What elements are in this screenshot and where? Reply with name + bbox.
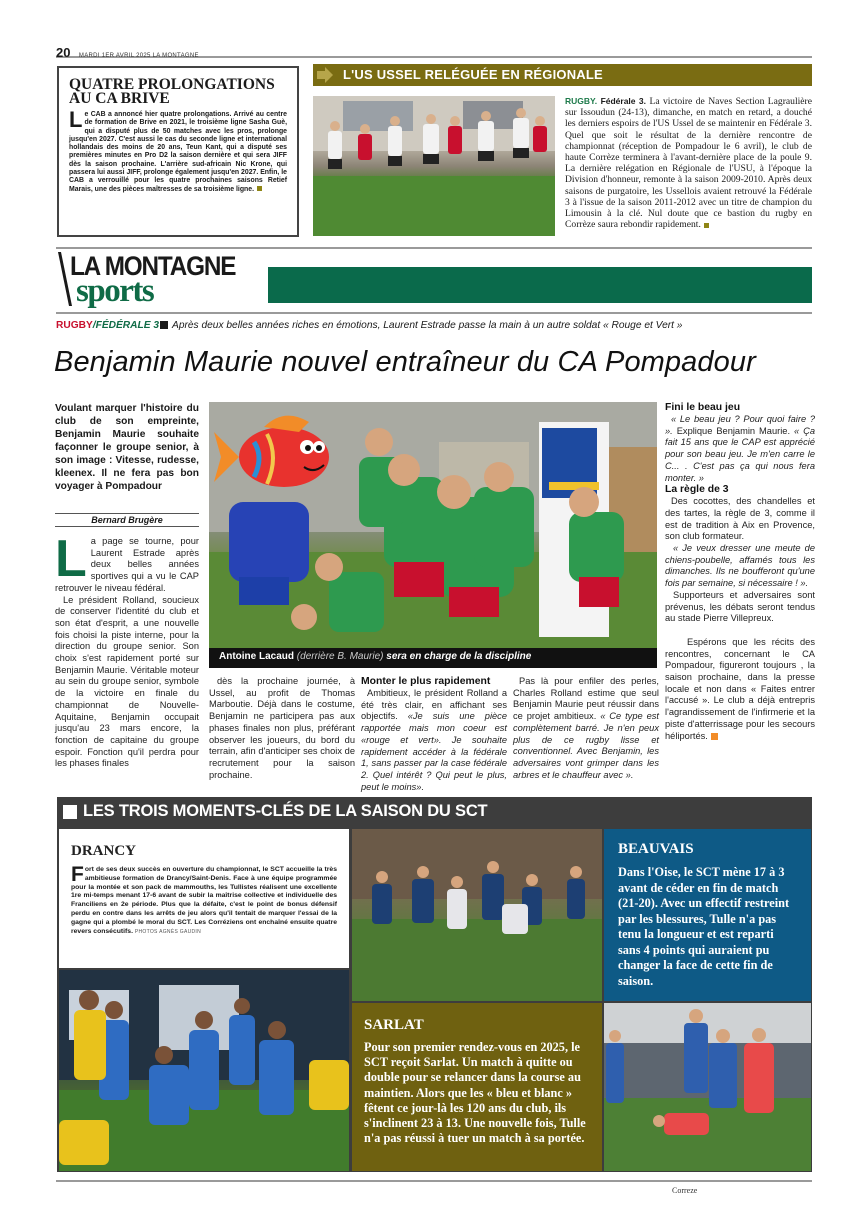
- article-paragraph: Ambitieux, le président Rolland a été très clair, en affichant ses objectifs. «Je suis une pièce rapportée mais mon coeur est «rouge et vert». Je souhaite rapidement accéder à la fédérale 1, sans passer par la case fédérale 2. Quel intérêt ? Qui peut le plus, peut le moins».: [361, 688, 507, 792]
- drancy-match-photo: [352, 829, 602, 1001]
- brive-brief: [57, 66, 299, 237]
- kicker-sport: RUGBY: [56, 320, 93, 331]
- ussel-banner: [313, 64, 812, 86]
- article-kicker: [56, 320, 816, 331]
- sarlat-body: Pour son premier rendez-vous en 2025, le SCT reçoit Sarlat. Un match à quitte ou double pour se relancer dans la course au maintien. Alors que les « bleu et blanc » fêtent ce jour-là les 120 ans du club, ils s'inclinent 23 à 13. Une nouvelle fois, Tulle n'a pas réussi à tuer un match à sa portée.: [364, 1040, 586, 1146]
- article-headline: Benjamin Maurie nouvel entraîneur du CA Pompadour: [54, 346, 756, 378]
- article-column-1: La page se tourne, pour Laurent Estrade après deux belles années sportives qui a vu le CAP retrouver le niveau fédéral. Le président Rolland, soucieux de conserver l'identité du club et son état d'esprit, a une nouvelle fois choisi la piste interne, pour la direction du groupe senior. Son choix s'est rapidement porté sur Benjamin Maurie. Véritable moteur au sein du groupe senior, symbole de la victoire en finale du championnat de Nouvelle-Aquitaine, Benjamin occupait jusqu'au 23 mars encore, la fonction de capitaine du groupe espoir. Fonction qu'il perdra pour les phases finales: [55, 530, 199, 769]
- caption-rest: sera en charge de la discipline: [386, 651, 532, 662]
- sarlat-match-photo: [59, 970, 349, 1171]
- article-paragraph: Le président Rolland, soucieux de conserver l'identité du club et son état d'esprit, a une nouvelle fois choisi la piste interne, pour la direction du groupe senior. Son choix s'est rapidement porté sur Benjamin Maurie. Véritable moteur au sein du groupe senior, symbole de la victoire en finale du championnat de Nouvelle-Aquitaine, Benjamin occupait jusqu'au 23 mars encore, la fonction de capitaine du groupe espoir. Fonction qu'il perdra pour les phases finales: [55, 594, 199, 769]
- sarlat-box: [352, 1003, 602, 1171]
- divider: [56, 1180, 812, 1182]
- article-column-4: [513, 676, 659, 781]
- moments-title: LES TROIS MOMENTS-CLÉS DE LA SAISON DU SCT: [83, 802, 488, 820]
- beauvais-match-photo: [604, 1003, 811, 1171]
- subhead-monter: Monter le plus rapidement: [361, 676, 491, 687]
- page-folio: [56, 44, 812, 58]
- drancy-body: Fort de ses deux succès en ouverture du championnat, le SCT accueille la très ambitieuse formation de Drancy/Saint-Denis. Face à une équipe programmée pour la montée et son pack de mammouths, les Tullistes réalisent une excellente 1re mi-temps menant 17-6 avant de subir la maîtrise collective et individuelle des Franciliens en 2e période. Plus que la défaite, c'est le point de bonus défensif perdu en contre dans les arrêts de jeu alors qu'il tentait de marquer l'essai de la gagne qui a plombé le moral du SCT. Les Corréziens ont enchaîné ensuite quatre revers consécutifs. PHOTOS AGNÈS GAUDIN: [71, 863, 337, 935]
- la-montagne-sports-logo: [58, 252, 258, 308]
- article-paragraph: Espérons que les récits des rencontres, concernant le CA Pompadour, figureront toujours , la saison prochaine, dans la presse locale et non dans « Faites entrer l'accusé ». Le club a déjà entrepris l'agrandissement de l'infirmerie et la piste d'atterrissage pour les secours héliportés.: [665, 636, 815, 741]
- caption-paren: (derrière B. Maurie): [296, 651, 384, 662]
- divider: [56, 247, 812, 249]
- brive-body: Le CAB a annoncé hier quatre prolongations. Arrivé au centre de formation de Brive en 2021, le troisième ligne Sasha Guè, qui a disputé plus de 50 matches avec les pros, prolonge jusqu'en 2027. C'est aussi le cas du seconde ligne et international hollandais des moins de 20 ans, Teun Kant, qui a disputé ses premières minutes en Pro D2 la saison dernière et qui sera JIFF dès la saison prochaine. L'arrière sud-africain Nic Krone, qui passera lui aussi JIFF, prolonge également jusqu'en 2027. Enfin, le CAB a verrouillé pour les quatre prochaines saisons Retief Marais, une des pièces maîtresses de sa troisième ligne.: [69, 107, 287, 193]
- article-paragraph: « Le beau jeu ? Pour quoi faire ? ». Explique Benjamin Maurie. « Ça fait 15 ans que le CAP est apprécié pour son beau jeu. Je m'en carre le C... . C'est pas ça qui nous fera monter. »: [665, 414, 815, 483]
- section-color-band: [268, 267, 812, 303]
- kicker-division: /FÉDÉRALE 3: [92, 320, 160, 331]
- square-bullet-icon: [63, 805, 77, 819]
- article-byline: Bernard Brugère: [55, 513, 199, 527]
- page-number: 20: [56, 45, 71, 60]
- ussel-subkicker: Fédérale 3.: [600, 96, 647, 106]
- article-main-photo: [209, 402, 657, 668]
- article-column-3: [361, 676, 507, 793]
- ussel-banner-title: L'US USSEL RELÉGUÉE EN RÉGIONALE: [343, 67, 603, 82]
- photo-credit: PHOTOS AGNÈS GAUDIN: [134, 928, 202, 935]
- article-paragraph: Des cocottes, des chandelles et des tartes, la règle de 3, comme il est de tradition à Aix en Provence, son club formateur.: [665, 496, 815, 542]
- article-column-2: [209, 676, 355, 781]
- arrow-right-icon: [313, 64, 337, 86]
- logo-la-montagne: LA MONTAGNE: [70, 251, 236, 281]
- beauvais-box: [604, 829, 811, 1001]
- subhead-fini-beau-jeu: Fini le beau jeu: [665, 402, 741, 413]
- drancy-box: [59, 829, 349, 968]
- logo-sports: sports: [76, 273, 154, 309]
- beauvais-title: BEAUVAIS: [618, 841, 694, 857]
- end-mark-icon: [257, 186, 262, 191]
- kicker-text: Après deux belles années riches en émotions, Laurent Estrade passe la main à un autre soldat « Rouge et Vert »: [172, 320, 683, 331]
- brive-dropcap: L: [69, 107, 83, 132]
- article-paragraph: dès la prochaine journée, à Ussel, au profit de Thomas Marboutie. Déjà dans le costume, Benjamin ne participera pas aux phases finales non plus, préférant observer les joueurs, du bord du terrain, afin d'anticiper ses choix de recrutement pour la saison prochaine.: [209, 676, 355, 780]
- moments-section-header: [57, 797, 812, 827]
- folio-meta: MARDI 1ER AVRIL 2025 LA MONTAGNE: [78, 53, 199, 59]
- end-mark-icon: [704, 223, 709, 228]
- photo-caption: [209, 648, 657, 668]
- article-quote: « Je veux dresser une meute de chiens-poubelle, affamés tous les dimanches. Ils ne boufferont qu'une fois par semaine, si nécessaire ! ».: [665, 543, 815, 589]
- edition-label: Correze: [672, 1186, 698, 1195]
- article-lead: Voulant marquer l'histoire du club de son empreinte, Benjamin Maurie souhaite façonner le groupe senior, à son image : Vitesse, rudesse, kleenex. Il ne fera pas bon voyager à Pompadour: [55, 403, 199, 492]
- end-mark-icon: [711, 733, 718, 740]
- ussel-kicker: RUGBY.: [565, 96, 598, 106]
- divider: [56, 312, 812, 314]
- ussel-rugby-photo: [313, 96, 555, 236]
- ussel-article: [565, 96, 812, 230]
- subhead-regle-de-3: La règle de 3: [665, 484, 729, 496]
- drancy-title: DRANCY: [71, 843, 136, 859]
- beauvais-body: Dans l'Oise, le SCT mène 17 à 3 avant de céder en fin de match (21-20). Avec un effectif restreint par les blessures, Tulle n'a pas tenu la longueur et est reparti sans 4 points qui auraient pu changer la face de cette fin de saison.: [618, 865, 790, 988]
- sarlat-title: SARLAT: [364, 1017, 424, 1033]
- article-dropcap: L: [55, 530, 87, 588]
- article-paragraph: Pas là pour enfiler des perles, Charles Rolland estime que seul Benjamin Maurie peut réussir dans ce projet ambitieux. « Ce type est complètement barré. Je n'en peux plus de ce rugby lisse et conventionnel. Avec Benjamin, les adversaires vont grimper dans les arbres et le chauffeur avec ».: [513, 676, 659, 780]
- ussel-body: La victoire de Naves Section Lagraulière sur Issoudun (24-13), dimanche, en match en retard, a douché les derniers espoirs de l'US Ussel de se maintenir en Fédérale 3. Quel que soit le résultat de la dernière rencontre de championnat (réception de Pompadour le 6 avril), le club de haute Corrèze terminera à l'avant-dernière place de la poule 9. La dernière relégation en Régionale de l'USU, à l'époque la Division d'honneur, remonte à la saison 2009-2010. Après deux saisons de purgatoire, les Ussellois avaient retrouvé la Fédérale 3 à l'issue de la saison 2011-2012 avec un titre de champion du Limousin à la clé. Nul doute que ce bastion du rugby en Corrèze saura rebondir rapidement.: [565, 96, 813, 231]
- square-bullet-icon: [160, 321, 168, 329]
- caption-name: Antoine Lacaud: [219, 651, 295, 662]
- brive-title: QUATRE PROLONGATIONS AU CA BRIVE: [69, 76, 275, 107]
- article-paragraph: Supporteurs et adversaires sont prévenus, les débats seront tendus au stade Pierre Villepreux.: [665, 589, 815, 624]
- article-column-5: [665, 402, 815, 742]
